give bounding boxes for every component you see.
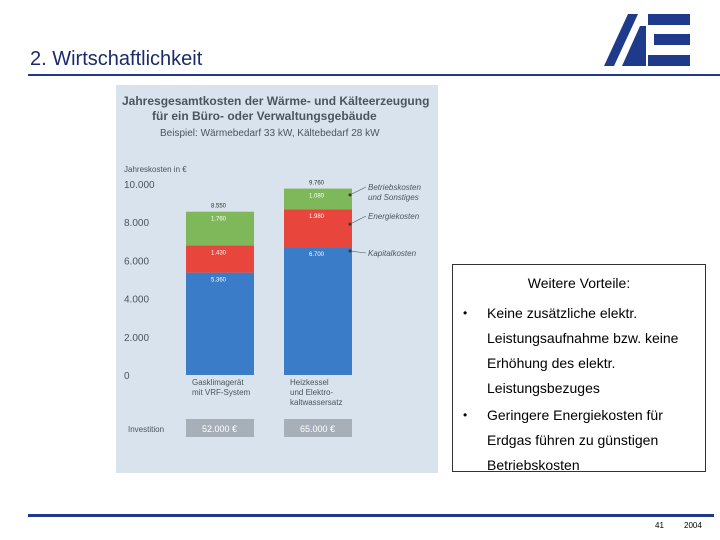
legend-leader	[350, 251, 366, 253]
bar-value-label: 6.700	[309, 252, 325, 259]
advantages-box	[452, 264, 706, 472]
y-tick-label: 6.000	[124, 256, 150, 268]
legend-leader	[350, 187, 366, 195]
y-tick-label: 10.000	[124, 180, 155, 191]
bar-value-label: 1.080	[309, 193, 325, 200]
legend-label: und Sonstiges	[368, 193, 419, 202]
legend-label: Energiekosten	[368, 212, 420, 221]
bar-total-label: 9.760	[309, 180, 325, 187]
advantage-text: Keine zusätzliche elektr. Leistungsaufnahme bzw. keine Erhöhung des elektr. Leistungsbezuges	[487, 305, 679, 396]
legend-marker	[349, 193, 352, 196]
slide-title: 2. Wirtschaftlichkeit	[30, 48, 203, 70]
investment-value: 52.000 €	[202, 424, 238, 434]
company-logo-icon	[604, 14, 690, 66]
y-tick-label: 0	[124, 371, 130, 382]
bar-value-label: 1.430	[211, 250, 227, 257]
title-divider	[28, 74, 720, 76]
bullet-icon: •	[463, 306, 468, 320]
cost-chart	[116, 85, 438, 473]
list-item	[461, 301, 701, 401]
advantage-text: Geringere Energiekosten für Erdgas führen zu günstigen Betriebskosten	[487, 407, 663, 473]
chart-title-line1: Jahresgesamtkosten der Wärme- und Kälteerzeugung	[122, 94, 430, 108]
category-label: und Elektro-	[290, 388, 334, 397]
legend-label: Betriebskosten	[368, 183, 421, 192]
bar-value-label: 1.980	[309, 214, 325, 221]
y-tick-label: 8.000	[124, 218, 150, 230]
footer-divider	[28, 514, 714, 517]
bar-segment-kapitalkosten	[284, 247, 352, 375]
list-item	[461, 403, 701, 478]
category-label: Heizkessel	[290, 378, 329, 387]
advantages-list	[461, 301, 701, 480]
bar-segment-kapitalkosten	[186, 273, 254, 375]
investment-label: Investition	[128, 425, 165, 434]
investment-value: 65.000 €	[300, 424, 336, 434]
page-number: 41	[655, 521, 664, 530]
chart-title-line2: für ein Büro- oder Verwaltungsgebäude	[152, 109, 377, 123]
legend-leader	[350, 216, 366, 224]
y-tick-label: 2.000	[124, 332, 150, 344]
bar-value-label: 5.360	[211, 277, 227, 284]
footer-year: 2004	[684, 521, 702, 530]
y-axis-label: Jahreskosten in €	[124, 165, 187, 174]
category-label: kaltwassersatz	[290, 398, 343, 407]
chart-subtitle: Beispiel: Wärmebedarf 33 kW, Kältebedarf 28 kW	[160, 128, 380, 139]
category-label: mit VRF-System	[192, 388, 251, 397]
y-tick-label: 4.000	[124, 294, 150, 306]
bullet-icon: •	[463, 408, 468, 422]
bar-value-label: 1.760	[211, 216, 227, 223]
advantages-title: Weitere Vorteile:	[527, 275, 631, 291]
bar-total-label: 8.550	[211, 203, 227, 210]
cost-chart-panel	[116, 85, 438, 473]
category-label: Gasklimagerät	[192, 378, 244, 387]
legend-label: Kapitalkosten	[368, 249, 417, 258]
